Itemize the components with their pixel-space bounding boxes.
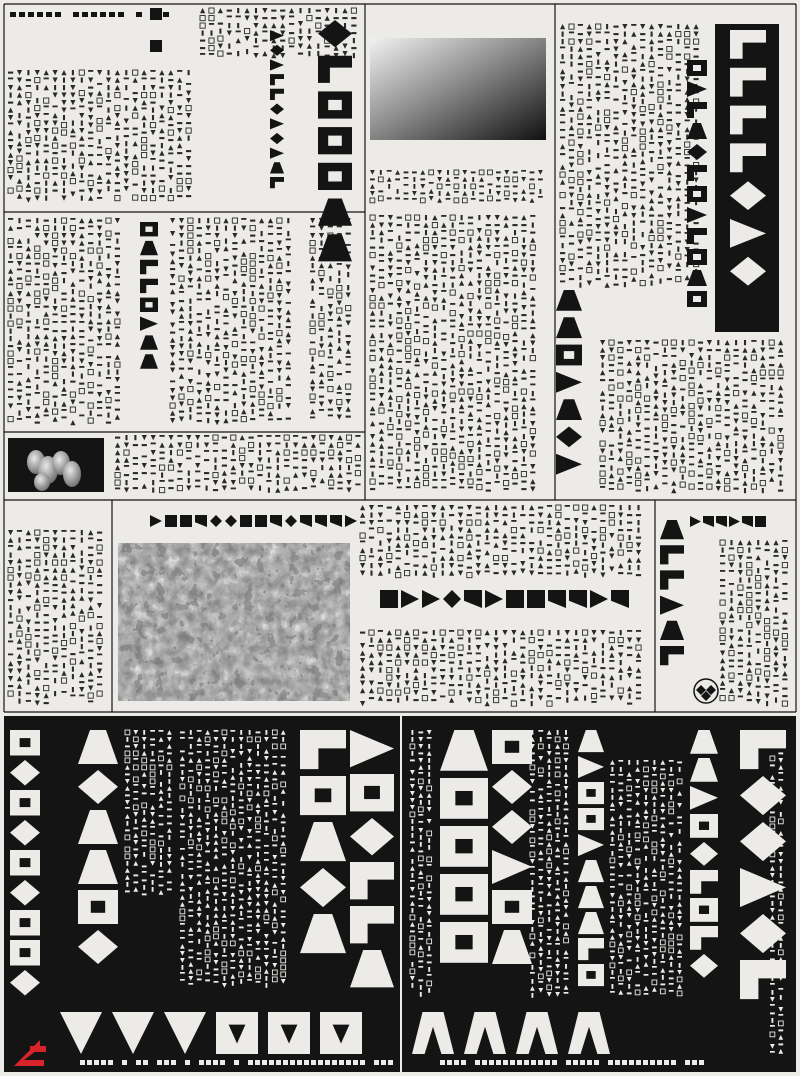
- gradient-photo: [370, 38, 546, 140]
- header-mark: [150, 8, 162, 20]
- glyph-column: [770, 730, 775, 1053]
- header-mark: [150, 40, 162, 52]
- glyph-column: [556, 630, 561, 699]
- texture-photo-noise: [118, 543, 350, 701]
- bottom-divider: [400, 716, 402, 1072]
